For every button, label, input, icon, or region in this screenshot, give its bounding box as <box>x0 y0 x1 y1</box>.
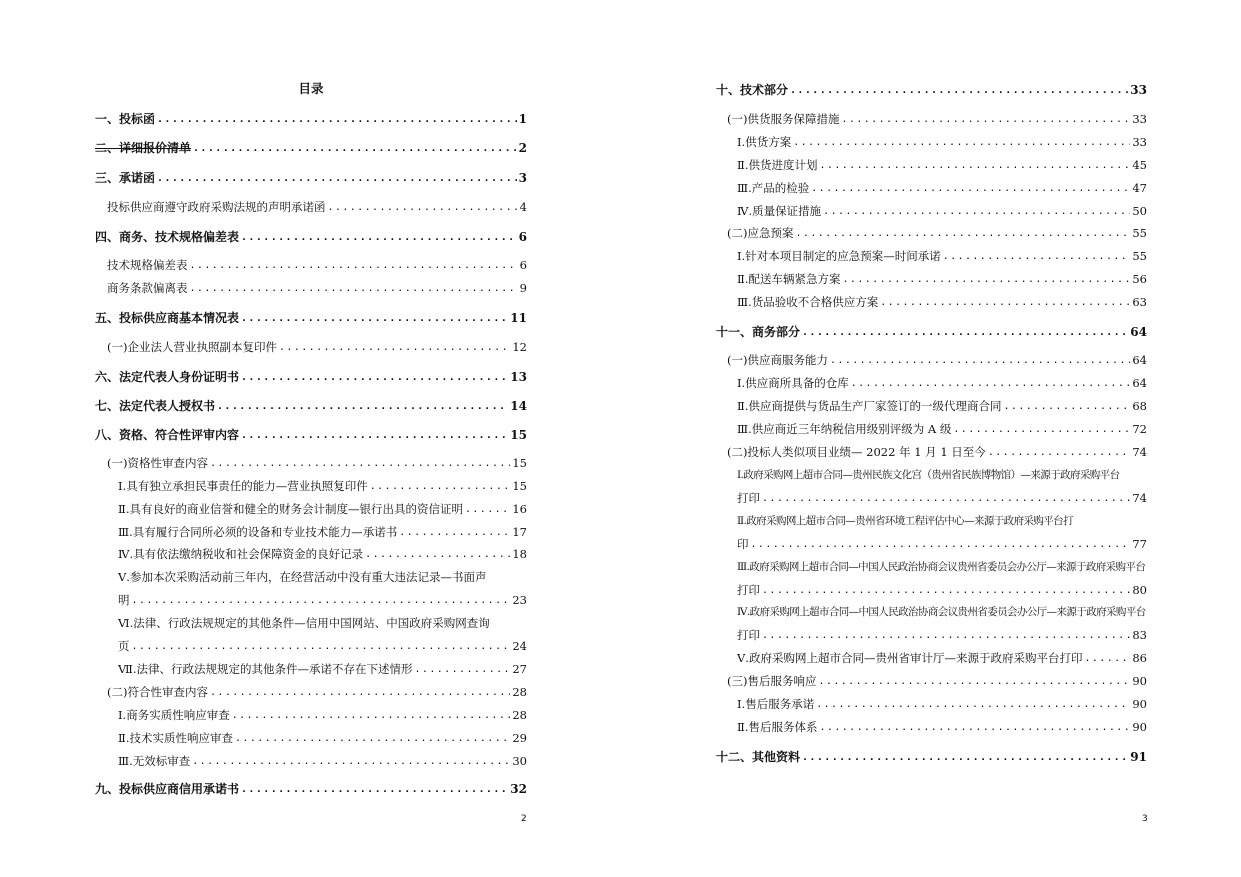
toc-leader-dots <box>816 699 1130 711</box>
toc-entry[interactable] <box>737 181 1147 195</box>
toc-page-number: 28 <box>512 685 527 699</box>
toc-entry[interactable] <box>737 249 1147 263</box>
toc-entry-title: Ⅵ.法律、行政法规规定的其他条件—信用中国网站、中国政府采购网查询 <box>118 616 490 630</box>
right-page <box>620 0 1241 877</box>
toc-leader-dots <box>157 173 517 185</box>
toc-page-number: 91 <box>1130 750 1147 764</box>
toc-entry-title: 十一、商务部分 <box>716 325 801 339</box>
toc-entry[interactable] <box>727 226 1147 240</box>
toc-entry[interactable] <box>95 399 527 413</box>
toc-entry-title: 五、投标供应商基本情况表 <box>95 311 240 325</box>
toc-entry[interactable] <box>737 537 1147 551</box>
toc-entry-wrapped[interactable] <box>737 605 1147 619</box>
toc-entry[interactable] <box>737 272 1147 286</box>
toc-entry[interactable] <box>118 662 527 676</box>
toc-leader-dots <box>465 504 510 516</box>
toc-entry-title: (二)符合性审查内容 <box>107 685 208 699</box>
toc-leader-dots <box>132 641 511 653</box>
toc-leader-dots <box>823 206 1130 218</box>
toc-leader-dots <box>210 687 510 699</box>
toc-page-number: 3 <box>518 171 527 185</box>
toc-leader-dots <box>415 664 511 676</box>
toc-entry[interactable] <box>118 502 527 516</box>
toc-entry-title: 九、投标供应商信用承诺书 <box>95 782 240 796</box>
toc-entry-title: Ⅳ.质量保证措施 <box>737 204 822 218</box>
toc-entry-title: 印 <box>737 537 749 551</box>
toc-entry-title: Ⅱ.供货进度计划 <box>737 158 818 172</box>
toc-entry[interactable] <box>118 731 527 745</box>
toc-entry[interactable] <box>737 204 1147 218</box>
toc-entry-title: (一)供应商服务能力 <box>727 353 828 367</box>
toc-page-number: 23 <box>512 593 527 607</box>
toc-page-number: 64 <box>1132 353 1147 367</box>
toc-entry-title: Ⅱ.配送车辆紧急方案 <box>737 272 841 286</box>
toc-leader-dots <box>819 722 1130 734</box>
toc-entry[interactable] <box>737 135 1147 149</box>
toc-leader-dots <box>241 430 508 442</box>
toc-entry-title: Ⅶ.法律、行政法规规定的其他条件—承诺不存在下述情形 <box>118 662 413 676</box>
toc-entry-wrapped[interactable] <box>737 514 1147 528</box>
toc-entry[interactable] <box>737 651 1147 665</box>
toc-page-number: 13 <box>510 370 527 384</box>
toc-entry-title: 三、承诺函 <box>95 171 156 185</box>
toc-entry-title: 八、资格、符合性评审内容 <box>95 428 240 442</box>
toc-page-number: 27 <box>512 662 527 676</box>
toc-page-number: 15 <box>510 428 527 442</box>
toc-entry-title: Ⅱ.具有良好的商业信誉和健全的财务会计制度—银行出具的资信证明 <box>118 502 463 516</box>
toc-entry-title: 技术规格偏差表 <box>107 258 188 272</box>
toc-entry[interactable] <box>727 353 1147 367</box>
toc-leader-dots <box>235 733 510 745</box>
toc-leader-dots <box>399 527 510 539</box>
toc-page-number: 64 <box>1130 325 1147 339</box>
toc-entry[interactable] <box>737 583 1147 597</box>
toc-page-number: 18 <box>512 547 527 561</box>
toc-entry[interactable] <box>95 782 527 796</box>
toc-leader-dots <box>795 228 1130 240</box>
toc-leader-dots <box>802 752 1128 764</box>
toc-page-number: 9 <box>519 281 527 295</box>
toc-leader-dots <box>190 260 518 272</box>
toc-entry-title: 页 <box>118 639 130 653</box>
toc-entry[interactable] <box>95 428 527 442</box>
toc-page-number: 30 <box>512 754 527 768</box>
toc-entry-title: 一、投标函 <box>95 112 156 126</box>
toc-page-number: 12 <box>512 340 527 354</box>
toc-entry[interactable] <box>737 720 1147 734</box>
toc-page-number: 15 <box>512 456 527 470</box>
toc-page-number: 90 <box>1132 697 1147 711</box>
toc-leader-dots <box>830 355 1130 367</box>
toc-page-number: 90 <box>1132 720 1147 734</box>
toc-entry-wrapped[interactable] <box>737 468 1147 482</box>
toc-entry-title: (一)供货服务保障措施 <box>727 112 840 126</box>
toc-entry-title: Ⅲ.产品的检验 <box>737 181 810 195</box>
toc-entry-title: (三)售后服务响应 <box>727 674 817 688</box>
toc-entry-title: 打印 <box>737 491 760 505</box>
toc-leader-dots <box>880 297 1130 309</box>
toc-page-number: 72 <box>1132 422 1147 436</box>
toc-entry[interactable] <box>737 399 1147 413</box>
toc-entry[interactable] <box>95 141 527 155</box>
toc-entry[interactable] <box>95 230 527 244</box>
toc-entry[interactable] <box>118 547 527 561</box>
toc-page-number: 6 <box>519 258 527 272</box>
toc-entry[interactable] <box>95 311 527 325</box>
toc-entry[interactable] <box>737 376 1147 390</box>
toc-page-number: 74 <box>1132 445 1147 459</box>
toc-entry-title: 六、法定代表人身份证明书 <box>95 370 240 384</box>
toc-page-number: 90 <box>1132 674 1147 688</box>
toc-entry-title: (一)企业法人营业执照副本复印件 <box>107 340 277 354</box>
toc-entry-title: (二)应急预案 <box>727 226 794 240</box>
toc-leader-dots <box>953 424 1130 436</box>
toc-leader-dots <box>157 114 517 126</box>
toc-leader-dots <box>217 401 508 413</box>
toc-leader-dots <box>328 202 518 214</box>
toc-entry-wrapped[interactable] <box>737 560 1147 574</box>
toc-entry[interactable] <box>716 83 1147 97</box>
toc-leader-dots <box>232 710 511 722</box>
toc-entry-title: Ⅱ.供应商提供与货品生产厂家签订的一级代理商合同 <box>737 399 1002 413</box>
toc-entry-title: Ⅲ.供应商近三年纳税信用级别评级为 A 级 <box>737 422 952 436</box>
toc-page-number: 15 <box>512 479 527 493</box>
toc-leader-dots <box>241 784 508 796</box>
toc-leader-dots <box>811 183 1130 195</box>
toc-leader-dots <box>851 378 1131 390</box>
toc-leader-dots <box>279 342 510 354</box>
toc-leader-dots <box>241 313 508 325</box>
toc-entry-title: Ⅳ.具有依法缴纳税收和社会保障资金的良好记录 <box>118 547 364 561</box>
toc-leader-dots <box>802 327 1128 339</box>
toc-entry-title: 打印 <box>737 583 760 597</box>
toc-leader-dots <box>818 676 1130 688</box>
toc-entry-title: 二、详细报价清单 <box>95 141 192 155</box>
toc-leader-dots <box>365 549 510 561</box>
toc-entry-title: Ⅰ.具有独立承担民事责任的能力—营业执照复印件 <box>118 479 368 493</box>
toc-entry[interactable] <box>107 281 527 295</box>
toc-entry-title: 四、商务、技术规格偏差表 <box>95 230 240 244</box>
toc-page-number: 56 <box>1132 272 1147 286</box>
toc-entry-title: 七、法定代表人授权书 <box>95 399 216 413</box>
toc-entry-title: Ⅰ.商务实质性响应审查 <box>118 708 230 722</box>
page-number: 3 <box>1142 814 1148 824</box>
toc-entry-title: Ⅲ.政府采购网上超市合同—中国人民政治协商会议贵州省委员会办公厅—来源于政府采购平台 <box>737 561 1146 573</box>
toc-entry[interactable] <box>737 158 1147 172</box>
toc-entry-title: (二)投标人类似项目业绩— 2022 年 1 月 1 日至今 <box>727 445 986 459</box>
toc-page-number: 1 <box>518 112 527 126</box>
toc-page-number: 14 <box>510 399 527 413</box>
toc-entry[interactable] <box>727 445 1147 459</box>
toc-page-number: 17 <box>512 525 527 539</box>
toc-page-number: 29 <box>512 731 527 745</box>
toc-leader-dots <box>241 372 508 384</box>
toc-entry-wrapped[interactable] <box>118 570 527 584</box>
toc-page-number: 68 <box>1132 399 1147 413</box>
toc-page-number: 2 <box>518 141 527 155</box>
toc-entry-title: Ⅰ.售后服务承诺 <box>737 697 815 711</box>
toc-leader-dots <box>819 160 1130 172</box>
toc-leader-dots <box>762 630 1130 642</box>
toc-entry[interactable] <box>716 325 1147 339</box>
toc-entry-title: Ⅲ.无效标审查 <box>118 754 191 768</box>
toc-page-number: 55 <box>1132 226 1147 240</box>
toc-entry-wrapped[interactable] <box>118 616 527 630</box>
toc-page-number: 33 <box>1132 135 1147 149</box>
toc-entry[interactable] <box>118 479 527 493</box>
toc-entry[interactable] <box>737 422 1147 436</box>
left-page <box>0 0 620 877</box>
toc-entry[interactable] <box>118 708 527 722</box>
toc-entry-title: 打印 <box>737 628 760 642</box>
toc-entry[interactable] <box>107 200 527 214</box>
toc-page-number: 80 <box>1132 583 1147 597</box>
toc-entry[interactable] <box>95 370 527 384</box>
toc-leader-dots <box>1084 653 1130 665</box>
toc-entry-title: 商务条款偏离表 <box>107 281 188 295</box>
toc-entry-title: Ⅰ.针对本项目制定的应急预案—时间承诺 <box>737 249 941 263</box>
toc-entry[interactable] <box>95 112 527 126</box>
page-number: 2 <box>521 814 527 824</box>
toc-entry-title: Ⅱ.政府采购网上超市合同—贵州省环境工程评估中心—来源于政府采购平台打 <box>737 515 1073 527</box>
toc-entry[interactable] <box>716 750 1147 764</box>
toc-leader-dots <box>1003 401 1130 413</box>
toc-entry-title: Ⅴ.政府采购网上超市合同—贵州省审计厅—来源于政府采购平台打印 <box>737 651 1083 665</box>
toc-leader-dots <box>762 493 1130 505</box>
toc-entry-title: Ⅱ.技术实质性响应审查 <box>118 731 233 745</box>
toc-page-number: 28 <box>512 708 527 722</box>
toc-leader-dots <box>190 283 518 295</box>
toc-page-number: 77 <box>1132 537 1147 551</box>
toc-page-number: 64 <box>1132 376 1147 390</box>
toc-entry-title: 投标供应商遵守政府采购法规的声明承诺函 <box>107 200 326 214</box>
toc-entry[interactable] <box>727 112 1147 126</box>
toc-entry[interactable] <box>737 628 1147 642</box>
toc-page-number: 11 <box>510 311 527 325</box>
toc-leader-dots <box>943 251 1131 263</box>
toc-entry-title: Ⅲ.货品验收不合格供应方案 <box>737 295 879 309</box>
toc-entry-title: Ⅰ.政府采购网上超市合同—贵州民族文化宫（贵州省民族博物馆）—来源于政府采购平台 <box>737 469 1120 481</box>
toc-entry-title: 十二、其他资料 <box>716 750 801 764</box>
toc-entry[interactable] <box>118 639 527 653</box>
toc-entry-title: Ⅰ.供应商所具备的仓库 <box>737 376 849 390</box>
toc-entry[interactable] <box>737 697 1147 711</box>
toc-entry[interactable] <box>95 171 527 185</box>
toc-page-number: 16 <box>512 502 527 516</box>
toc-leader-dots <box>751 539 1131 551</box>
toc-page-number: 24 <box>512 639 527 653</box>
toc-page-number: 55 <box>1132 249 1147 263</box>
toc-page-number: 74 <box>1132 491 1147 505</box>
toc-leader-dots <box>193 143 517 155</box>
toc-leader-dots <box>842 274 1130 286</box>
toc-entry-title: Ⅳ.政府采购网上超市合同—中国人民政治协商会议贵州省委员会办公厅—来源于政府采购平台 <box>737 606 1146 618</box>
toc-entry-title: Ⅴ.参加本次采购活动前三年内，在经营活动中没有重大违法记录—书面声 <box>118 570 487 584</box>
toc-entry[interactable] <box>107 340 527 354</box>
toc-entry[interactable] <box>107 685 527 699</box>
toc-page-number: 33 <box>1130 83 1147 97</box>
toc-page-number: 33 <box>1132 112 1147 126</box>
toc-entry-title: (一)资格性审查内容 <box>107 456 208 470</box>
toc-title: 目录 <box>298 81 324 96</box>
toc-leader-dots <box>988 447 1131 459</box>
toc-entry[interactable] <box>118 593 527 607</box>
toc-page-number: 83 <box>1132 628 1147 642</box>
toc-page-number: 63 <box>1132 295 1147 309</box>
toc-entry[interactable] <box>737 491 1147 505</box>
toc-leader-dots <box>841 114 1130 126</box>
toc-page-number: 6 <box>518 230 527 244</box>
toc-page-number: 32 <box>510 782 527 796</box>
toc-entry[interactable] <box>727 674 1147 688</box>
toc-entry-title: Ⅱ.售后服务体系 <box>737 720 818 734</box>
toc-leader-dots <box>132 595 511 607</box>
toc-page-number: 45 <box>1132 158 1147 172</box>
toc-page-number: 4 <box>519 200 527 214</box>
toc-leader-dots <box>790 85 1128 97</box>
toc-page-number: 47 <box>1132 181 1147 195</box>
toc-entry[interactable] <box>118 525 527 539</box>
toc-entry[interactable] <box>107 258 527 272</box>
toc-entry-title: Ⅰ.供货方案 <box>737 135 792 149</box>
toc-page-number: 50 <box>1132 204 1147 218</box>
toc-leader-dots <box>192 756 510 768</box>
toc-leader-dots <box>241 232 517 244</box>
toc-entry-title: Ⅲ.具有履行合同所必须的设备和专业技术能力—承诺书 <box>118 525 398 539</box>
toc-leader-dots <box>793 137 1130 149</box>
toc-leader-dots <box>210 458 510 470</box>
toc-entry-title: 十、技术部分 <box>716 83 789 97</box>
toc-leader-dots <box>370 481 511 493</box>
toc-entry[interactable] <box>118 754 527 768</box>
toc-entry[interactable] <box>107 456 527 470</box>
toc-leader-dots <box>762 585 1130 597</box>
toc-page-number: 86 <box>1132 651 1147 665</box>
toc-entry[interactable] <box>737 295 1147 309</box>
toc-entry-title: 明 <box>118 593 130 607</box>
